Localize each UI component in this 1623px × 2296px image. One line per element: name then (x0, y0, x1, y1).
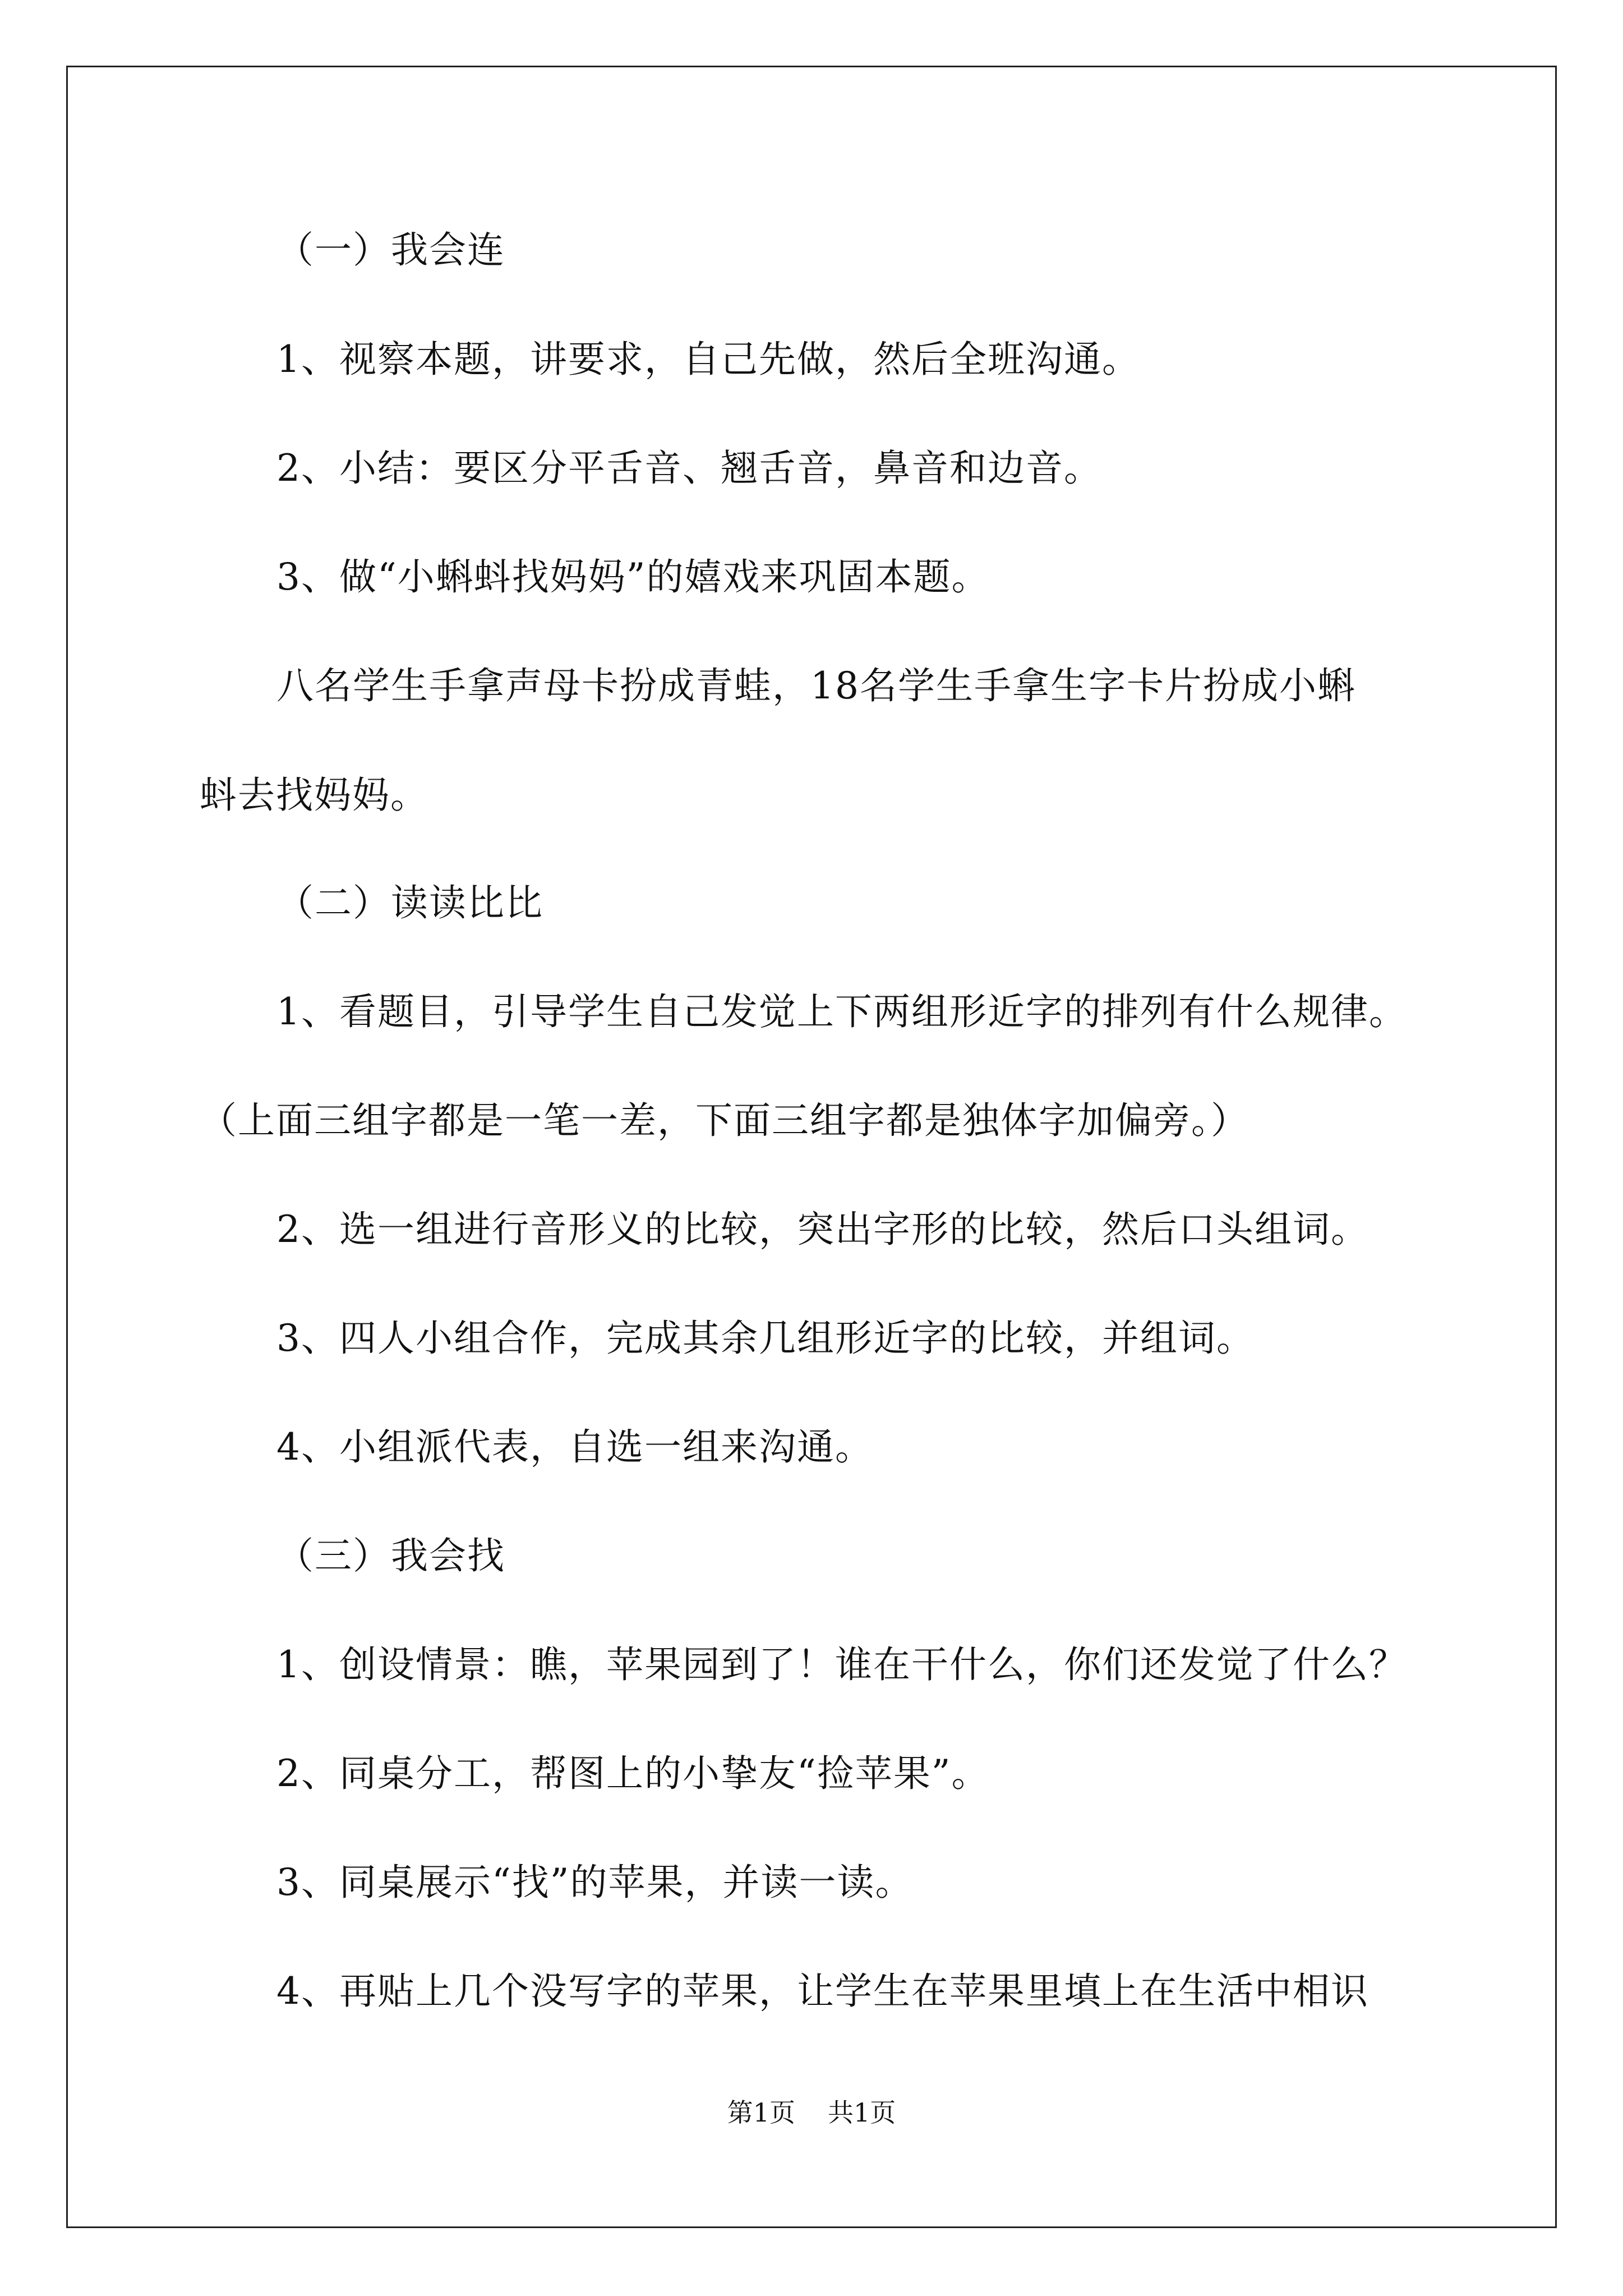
paragraph-line: 4、再贴上几个没写字的苹果，让学生在苹果里填上在生活中相识 (276, 1970, 1369, 2013)
section-heading-1: （一）我会连 (276, 228, 505, 272)
paragraph-line: 3、四人小组合作，完成其余几组形近字的比较，并组词。 (276, 1317, 1255, 1360)
paragraph-line: 八名学生手拿声母卡扮成青蛙，18名学生手拿生字卡片扮成小蝌 (276, 664, 1355, 707)
paragraph-line: 3、做“小蝌蚪找妈妈”的嬉戏来巩固本题。 (276, 555, 990, 599)
paragraph-line: 1、创设情景：瞧，苹果园到了！谁在干什么，你们还发觉了什么？ (276, 1643, 1407, 1686)
paragraph-line: （上面三组字都是一笔一差，下面三组字都是独体字加偏旁。） (200, 1099, 1249, 1142)
paragraph-line: 3、同桌展示“找”的苹果，并读一读。 (276, 1861, 914, 1904)
page-footer (0, 2097, 1623, 2128)
paragraph-line: 2、选一组进行音形义的比较，突出字形的比较，然后口头组词。 (276, 1208, 1369, 1251)
section-heading-2: （二）读读比比 (276, 881, 543, 924)
paragraph-line: 2、小结：要区分平舌音、翘舌音，鼻音和边音。 (276, 447, 1102, 490)
paragraph-line: 1、看题目，引导学生自己发觉上下两组形近字的排列有什么规律。 (276, 990, 1407, 1033)
paragraph-line: 2、同桌分工，帮图上的小挚友“捡苹果”。 (276, 1752, 990, 1795)
paragraph-line: 4、小组派代表，自选一组来沟通。 (276, 1425, 873, 1469)
paragraph-line-continued: 蚪去找妈妈。 (200, 774, 428, 817)
paragraph-line: 1、视察本题，讲要求，自己先做，然后全班沟通。 (276, 338, 1140, 381)
page-number: 第1页 (727, 2097, 795, 2128)
page-total: 共1页 (828, 2097, 896, 2128)
section-heading-3: （三）我会找 (276, 1534, 505, 1577)
